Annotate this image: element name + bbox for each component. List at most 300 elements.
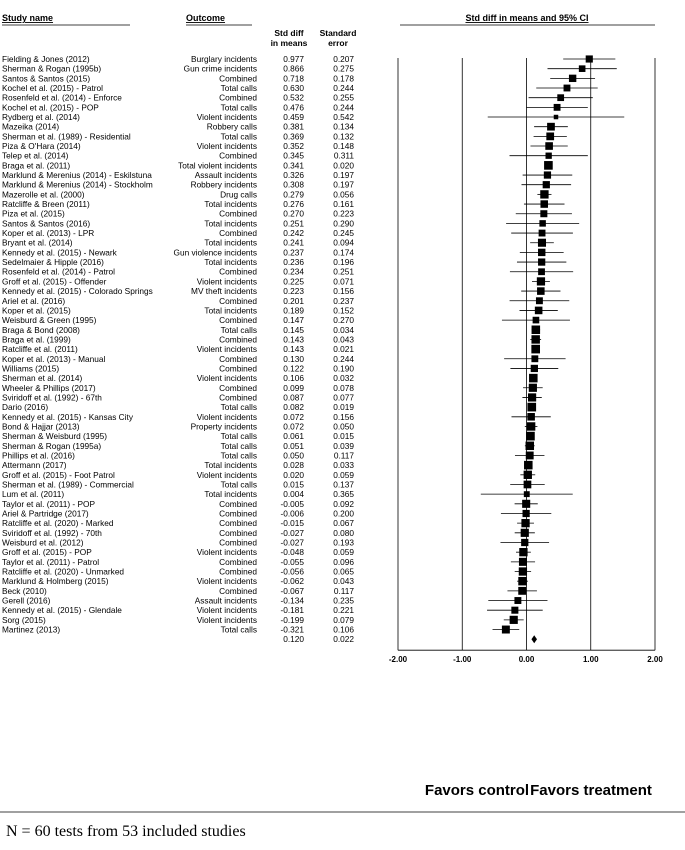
outcome: Total incidents — [204, 199, 257, 210]
outcome: Combined — [219, 92, 257, 103]
outcome: Combined — [219, 518, 257, 529]
point-estimate — [544, 171, 551, 178]
outcome: Burglary incidents — [191, 54, 257, 64]
se-value: 0.117 — [333, 450, 354, 461]
x-tick-label: -1.00 — [453, 655, 472, 665]
study-name: Koper et al. (2013) - LPR — [2, 228, 95, 239]
point-estimate — [527, 413, 535, 421]
table-row — [2, 576, 354, 586]
study-name: Ariel & Partridge (2017) — [2, 508, 89, 519]
outcome: Combined — [219, 315, 257, 326]
outcome: Drug calls — [220, 189, 257, 200]
study-name: Sherman et al. (2014) — [2, 373, 83, 384]
effect-value: -0.199 — [280, 614, 304, 625]
study-name: Groff et al. (2015) - Foot Patrol — [2, 469, 115, 480]
outcome: Combined — [219, 566, 257, 577]
table-row — [2, 605, 354, 615]
study-name: Santos & Santos (2016) — [2, 218, 91, 229]
point-estimate — [586, 55, 593, 62]
effect-value: -0.048 — [280, 547, 304, 558]
table-row — [2, 383, 354, 393]
se-value: 0.197 — [333, 179, 354, 190]
study-name: Taylor et al. (2011) - POP — [2, 498, 95, 509]
se-value: 0.032 — [333, 373, 354, 384]
point-estimate — [521, 539, 528, 546]
table-row — [2, 518, 354, 528]
outcome: Total calls — [220, 402, 257, 413]
outcome: Total calls — [220, 431, 257, 442]
se-value: 0.059 — [333, 469, 354, 480]
effect-value: 0.270 — [283, 208, 304, 219]
table-row — [2, 83, 354, 93]
study-name: Sherman et al. (1989) - Commercial — [2, 479, 134, 490]
table-row — [2, 460, 354, 470]
se-value: 0.043 — [333, 334, 354, 345]
x-tick-label: 1.00 — [582, 655, 599, 665]
point-estimate — [521, 529, 529, 537]
table-row — [2, 315, 354, 325]
se-value: 0.148 — [333, 141, 354, 152]
table-rows — [2, 54, 354, 644]
outcome: Violent incidents — [196, 344, 257, 355]
study-name: Attermann (2017) — [2, 460, 67, 471]
study-name: Sorg (2015) — [2, 614, 46, 625]
favors-control-label: Favors control — [424, 782, 530, 799]
point-estimate — [557, 94, 564, 101]
outcome: Combined — [219, 208, 257, 219]
outcome: Total calls — [220, 131, 257, 142]
point-estimate — [519, 558, 527, 566]
point-estimate — [546, 132, 554, 140]
study-name: Braga et al. (2011) — [2, 160, 71, 171]
effect-value: 0.308 — [283, 179, 304, 190]
point-estimate — [524, 491, 530, 497]
outcome: Violent incidents — [196, 141, 257, 152]
x-tick-label: -2.00 — [388, 655, 408, 665]
study-name: Dario (2016) — [2, 402, 49, 413]
study-name: Ratcliffe et al. (2011) — [2, 344, 78, 355]
effect-value: 0.352 — [283, 141, 304, 152]
effect-value: 0.099 — [283, 382, 304, 393]
point-estimate — [533, 317, 540, 324]
study-name: Fielding & Jones (2012) — [2, 54, 90, 64]
study-name: Mazerolle et al. (2000) — [2, 189, 85, 200]
outcome: Total calls — [220, 479, 257, 490]
plot-area — [389, 55, 663, 664]
outcome: Total incidents — [204, 489, 257, 500]
se-value: 0.244 — [333, 83, 354, 94]
table-row — [2, 421, 354, 431]
point-estimate — [554, 115, 559, 120]
outcome: Violent incidents — [196, 373, 257, 384]
table-row — [2, 450, 354, 460]
effect-value: 0.718 — [283, 73, 304, 84]
se-value: 0.244 — [333, 353, 354, 364]
se-value: 0.033 — [333, 460, 354, 471]
study-name: Sherman & Rogan (1995b) — [2, 63, 102, 74]
outcome: Gun crime incidents — [183, 63, 257, 74]
outcome: Violent incidents — [196, 614, 257, 625]
effect-value: 0.004 — [283, 489, 304, 500]
effect-value: -0.055 — [280, 556, 304, 567]
effect-value: 0.241 — [283, 237, 304, 248]
table-row — [2, 267, 354, 277]
point-estimate — [539, 230, 546, 237]
table-row — [2, 479, 354, 489]
point-estimate — [526, 432, 535, 441]
se-value: 0.270 — [333, 315, 354, 326]
study-name: Kennedy et al. (2015) - Colorado Springs — [2, 286, 153, 297]
se-value: 0.067 — [333, 518, 354, 529]
table-row — [2, 567, 354, 577]
effect-value: 0.015 — [283, 479, 304, 490]
study-name: Sherman et al. (1989) - Residential — [2, 131, 131, 142]
table-row — [2, 334, 354, 344]
effect-value: 0.532 — [283, 92, 304, 103]
point-estimate — [540, 190, 548, 198]
se-value: 0.056 — [333, 189, 354, 200]
header-std-diff-line2: in means — [270, 38, 308, 48]
se-value: 0.043 — [333, 576, 354, 587]
outcome: Combined — [219, 508, 257, 519]
effect-value: -0.006 — [280, 508, 304, 519]
se-value: 0.078 — [333, 382, 354, 393]
point-estimate — [519, 567, 527, 575]
se-value: 0.311 — [333, 150, 354, 161]
se-value: 0.245 — [333, 228, 354, 239]
outcome: Total incidents — [204, 218, 257, 229]
point-estimate — [510, 616, 518, 624]
effect-value: -0.027 — [280, 527, 304, 538]
study-name: Sviridoff et al. (1992) - 70th — [2, 527, 102, 538]
study-name: Kennedy et al. (2015) - Glendale — [2, 605, 122, 616]
point-estimate — [540, 210, 547, 217]
study-name: Weisburd & Green (1995) — [2, 315, 97, 326]
effect-value: 0.147 — [283, 315, 304, 326]
table-row — [2, 344, 354, 354]
study-name: Piza et al. (2015) — [2, 208, 65, 219]
se-value: 0.251 — [333, 266, 354, 277]
study-name: Williams (2015) — [2, 363, 60, 374]
point-estimate — [522, 500, 530, 508]
se-value: 0.134 — [333, 121, 354, 132]
favors-treatment-label: Favors treatment — [530, 782, 652, 799]
table-row — [2, 247, 354, 257]
se-value: 0.096 — [333, 556, 354, 567]
table-row — [2, 431, 354, 441]
point-estimate — [536, 297, 543, 304]
outcome: Combined — [219, 498, 257, 509]
table-row — [2, 586, 354, 596]
header-se-line1: Standard — [319, 28, 357, 38]
effect-value: 0.122 — [283, 363, 304, 374]
outcome: Combined — [219, 73, 257, 84]
table-row — [2, 499, 354, 509]
outcome: Combined — [219, 363, 257, 374]
outcome: Total calls — [220, 102, 257, 113]
effect-value: 0.225 — [283, 276, 304, 287]
point-estimate — [502, 626, 510, 634]
table-row — [2, 441, 354, 451]
study-name: Rosenfeld et al. (2014) - Enforce — [2, 92, 122, 103]
point-estimate — [527, 422, 535, 430]
point-estimate — [579, 65, 586, 72]
outcome: Combined — [219, 556, 257, 567]
table-row — [2, 170, 354, 180]
point-estimate — [546, 153, 552, 159]
effect-value: 0.143 — [283, 344, 304, 355]
point-estimate — [531, 335, 539, 343]
se-value: 0.034 — [333, 324, 354, 335]
point-estimate — [539, 220, 545, 226]
se-value: 0.221 — [333, 605, 354, 616]
effect-value: 0.020 — [283, 469, 304, 480]
table-row — [2, 73, 354, 83]
point-estimate — [532, 325, 541, 334]
effect-value: 0.082 — [283, 402, 304, 413]
effect-value: 0.236 — [283, 257, 304, 268]
table-row — [2, 151, 354, 161]
effect-value: -0.005 — [280, 498, 304, 509]
outcome: Combined — [219, 228, 257, 239]
effect-value: 0.866 — [283, 63, 304, 74]
header-se-line2: error — [328, 38, 348, 48]
point-estimate — [511, 607, 518, 614]
outcome: Total calls — [220, 624, 257, 635]
outcome: Combined — [219, 537, 257, 548]
table-row — [2, 470, 354, 480]
outcome: Total incidents — [204, 237, 257, 248]
se-value: 0.020 — [333, 160, 354, 171]
study-name: Wheeler & Phillips (2017) — [2, 382, 96, 393]
point-estimate — [535, 307, 543, 315]
point-estimate — [524, 481, 532, 489]
summary-se: 0.022 — [333, 634, 354, 645]
table-row — [2, 538, 354, 548]
study-name: Mazeika (2014) — [2, 121, 60, 132]
outcome: Assault incidents — [194, 595, 257, 606]
table-row — [2, 189, 354, 199]
summary-diamond — [531, 635, 537, 643]
table-row — [2, 296, 354, 306]
table-row — [2, 257, 354, 267]
effect-value: 0.381 — [283, 121, 304, 132]
outcome: Total calls — [220, 324, 257, 335]
se-value: 0.152 — [333, 305, 354, 316]
point-estimate — [547, 123, 555, 131]
effect-value: 0.223 — [283, 286, 304, 297]
outcome: Combined — [219, 266, 257, 277]
study-name: Marklund & Holmberg (2015) — [2, 576, 109, 587]
study-name: Ratcliffe et al. (2020) - Unmarked — [2, 566, 125, 577]
effect-value: 0.326 — [283, 170, 304, 181]
summary-row — [283, 634, 354, 644]
study-name: Sedelmaier & Hipple (2016) — [2, 257, 104, 268]
effect-value: 0.276 — [283, 199, 304, 210]
effect-value: 0.234 — [283, 266, 304, 277]
study-name: Santos & Santos (2015) — [2, 73, 91, 84]
table-row — [2, 199, 354, 209]
caption: N = 60 tests from 53 included studies — [6, 823, 246, 840]
point-estimate — [538, 249, 545, 256]
study-name: Groff et al. (2015) - POP — [2, 547, 92, 558]
se-value: 0.071 — [333, 276, 354, 287]
study-name: Beck (2010) — [2, 585, 47, 596]
effect-value: 0.072 — [283, 421, 304, 432]
table-row — [2, 93, 354, 103]
effect-value: 0.476 — [283, 102, 304, 113]
outcome: Total calls — [220, 450, 257, 461]
table-row — [2, 528, 354, 538]
point-estimate — [524, 461, 533, 470]
se-value: 0.021 — [333, 344, 354, 355]
effect-value: 0.237 — [283, 247, 304, 258]
outcome: Violent incidents — [196, 112, 257, 123]
effect-value: -0.134 — [280, 595, 304, 606]
table-row — [2, 228, 354, 238]
effect-value: 0.630 — [283, 83, 304, 94]
study-name: Rosenfeld et al. (2014) - Patrol — [2, 266, 115, 277]
se-value: 0.223 — [333, 208, 354, 219]
table-row — [2, 102, 354, 112]
se-value: 0.235 — [333, 595, 354, 606]
header-plot: Std diff in means and 95% CI — [465, 13, 589, 23]
table-row — [2, 596, 354, 606]
outcome: Total calls — [220, 440, 257, 451]
se-value: 0.079 — [333, 614, 354, 625]
outcome: Combined — [219, 527, 257, 538]
outcome: Total incidents — [204, 305, 257, 316]
x-tick-label: 2.00 — [647, 655, 663, 665]
effect-value: 0.130 — [283, 353, 304, 364]
se-value: 0.080 — [333, 527, 354, 538]
outcome: Gun violence incidents — [173, 247, 257, 258]
table-row — [2, 615, 354, 625]
point-estimate — [540, 200, 548, 208]
outcome: Total calls — [220, 83, 257, 94]
effect-value: 0.279 — [283, 189, 304, 200]
study-name: Kochel et al. (2015) - Patrol — [2, 83, 103, 94]
point-estimate — [531, 345, 540, 354]
effect-value: 0.242 — [283, 228, 304, 239]
table-row — [2, 508, 354, 518]
study-name: Braga & Bond (2008) — [2, 324, 80, 335]
point-estimate — [538, 239, 546, 247]
study-name: Koper et al. (2013) - Manual — [2, 353, 106, 364]
table-row — [2, 238, 354, 248]
point-estimate — [521, 519, 529, 527]
effect-value: -0.181 — [280, 605, 304, 616]
table-row — [2, 112, 354, 122]
se-value: 0.542 — [333, 112, 354, 123]
effect-value: -0.067 — [280, 585, 304, 596]
point-estimate — [524, 471, 532, 479]
se-value: 0.077 — [333, 392, 354, 403]
study-name: Sherman & Weisburd (1995) — [2, 431, 107, 442]
table-row — [2, 325, 354, 335]
effect-value: 0.028 — [283, 460, 304, 471]
header-std-diff-line1: Std diff — [274, 28, 304, 38]
effect-value: 0.087 — [283, 392, 304, 403]
study-name: Phillips et al. (2016) — [2, 450, 75, 461]
effect-value: 0.201 — [283, 295, 304, 306]
header-study-name: Study name — [2, 13, 54, 23]
table-row — [2, 412, 354, 422]
table-row — [2, 209, 354, 219]
effect-value: -0.056 — [280, 566, 304, 577]
se-value: 0.015 — [333, 431, 354, 442]
se-value: 0.106 — [333, 624, 354, 635]
point-estimate — [569, 75, 576, 82]
se-value: 0.156 — [333, 411, 354, 422]
se-value: 0.237 — [333, 295, 354, 306]
study-name: Taylor et al. (2011) - Patrol — [2, 556, 100, 567]
se-value: 0.137 — [333, 479, 354, 490]
effect-value: 0.345 — [283, 150, 304, 161]
outcome: Combined — [219, 295, 257, 306]
outcome: Total incidents — [204, 257, 257, 268]
study-name: Ratcliffe et al. (2020) - Marked — [2, 518, 114, 529]
effect-value: 0.051 — [283, 440, 304, 451]
point-estimate — [537, 287, 545, 295]
table-row — [2, 122, 354, 132]
point-estimate — [545, 142, 553, 150]
point-estimate — [554, 104, 561, 111]
se-value: 0.244 — [333, 102, 354, 113]
se-value: 0.059 — [333, 547, 354, 558]
effect-value: 0.189 — [283, 305, 304, 316]
outcome: Violent incidents — [196, 547, 257, 558]
outcome: Combined — [219, 585, 257, 596]
effect-value: -0.027 — [280, 537, 304, 548]
table-row — [2, 276, 354, 286]
study-name: Marklund & Merenius (2014) - Stockholm — [2, 179, 153, 190]
se-value: 0.197 — [333, 170, 354, 181]
study-name: Rydberg et al. (2014) — [2, 112, 80, 123]
study-name: Bryant et al. (2014) — [2, 237, 73, 248]
summary-effect: 0.120 — [283, 634, 304, 645]
outcome: MV theft incidents — [191, 286, 257, 297]
point-estimate — [526, 452, 534, 460]
study-name: Lum et al. (2011) — [2, 489, 65, 500]
outcome: Combined — [219, 334, 257, 345]
outcome: Violent incidents — [196, 411, 257, 422]
header-outcome: Outcome — [186, 13, 226, 23]
se-value: 0.117 — [333, 585, 354, 596]
point-estimate — [523, 510, 530, 517]
study-name: Ariel et al. (2016) — [2, 295, 66, 306]
effect-value: 0.251 — [283, 218, 304, 229]
study-name: Telep et al. (2014) — [2, 150, 69, 161]
effect-value: 0.050 — [283, 450, 304, 461]
se-value: 0.092 — [333, 498, 354, 509]
se-value: 0.200 — [333, 508, 354, 519]
study-name: Koper et al. (2015) — [2, 305, 71, 316]
point-estimate — [538, 258, 545, 265]
outcome: Total incidents — [204, 460, 257, 471]
se-value: 0.275 — [333, 63, 354, 74]
table-row — [2, 180, 354, 190]
table-row — [2, 64, 354, 74]
se-value: 0.190 — [333, 363, 354, 374]
study-name: Martinez (2013) — [2, 624, 61, 635]
effect-value: 0.072 — [283, 411, 304, 422]
se-value: 0.193 — [333, 537, 354, 548]
point-estimate — [514, 597, 521, 604]
effect-value: 0.369 — [283, 131, 304, 142]
point-estimate — [564, 85, 571, 92]
table-row — [2, 625, 354, 635]
